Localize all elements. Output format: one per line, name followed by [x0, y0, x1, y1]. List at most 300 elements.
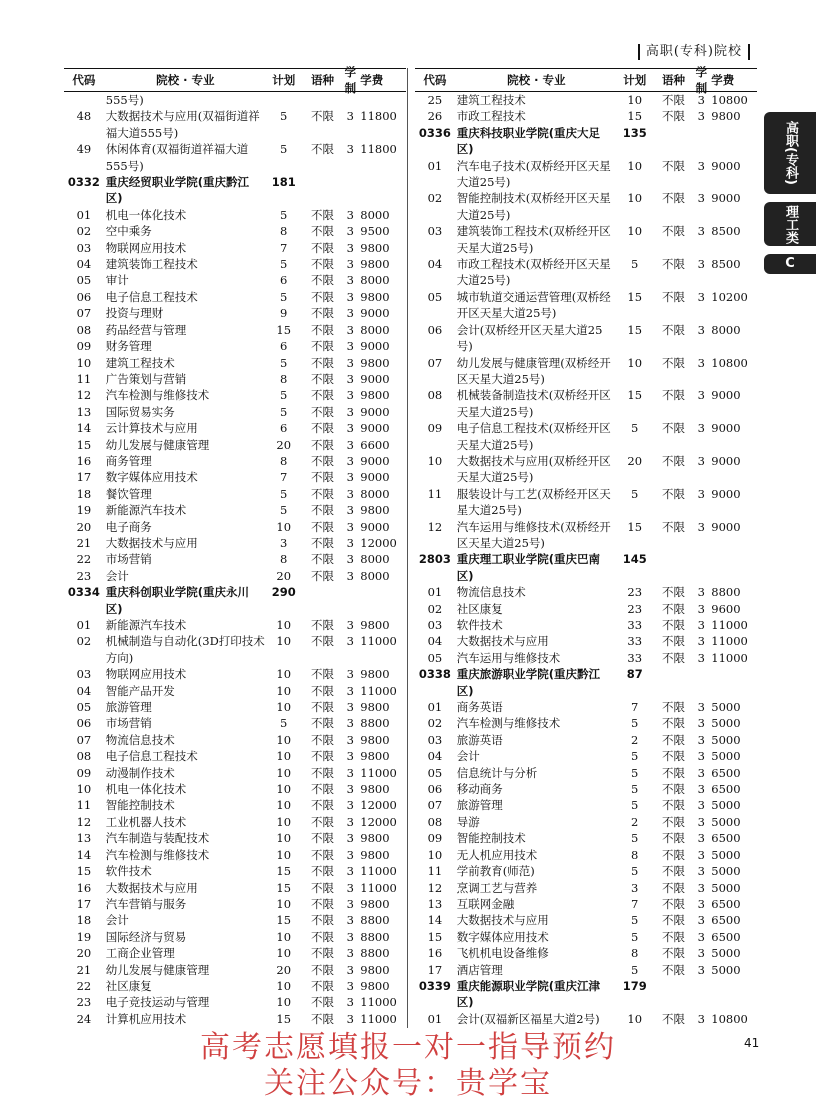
row-name: 会计: [105, 568, 129, 583]
row-name: 机电一体化技术: [105, 782, 187, 797]
row-name: 数字媒体应用技术: [456, 929, 549, 944]
row-name: 会计: [456, 749, 480, 764]
table-row: [415, 781, 757, 797]
row-code: 11: [76, 371, 92, 386]
watermark-line1: 高考志愿填报一对一指导预约: [200, 1030, 616, 1065]
row-code: 10: [427, 453, 443, 468]
table-row: [64, 732, 406, 748]
tab-science-engineering: 理工类: [764, 202, 816, 246]
row-plan: 15: [276, 1011, 292, 1026]
row-code: 14: [427, 913, 443, 928]
table-row: [64, 420, 406, 436]
row-fee: 9800: [711, 109, 741, 124]
row-lang: [654, 551, 694, 584]
row-years: 3: [697, 831, 705, 846]
row-name: 软件技术: [456, 618, 503, 632]
table-row: [415, 108, 757, 124]
row-fee: 10800: [711, 355, 748, 370]
row-plan: 10: [627, 224, 643, 239]
row-fee: 9500: [360, 224, 390, 239]
row-years: 3: [697, 896, 705, 911]
row-code: 12: [427, 519, 443, 534]
row-fee: 9800: [360, 700, 390, 715]
table-row: [415, 92, 757, 108]
table-row: [64, 486, 406, 502]
row-code: 10: [76, 355, 92, 370]
table-row: [64, 469, 406, 485]
row-lang: 不限: [310, 207, 334, 222]
row-lang: 不限: [310, 388, 334, 403]
row-lang: 不限: [310, 929, 334, 944]
table-row: [64, 962, 406, 978]
row-years: 3: [697, 732, 705, 747]
row-name: 机电一体化技术: [105, 207, 187, 222]
row-fee: 5000: [711, 716, 741, 731]
table-row: [64, 617, 406, 633]
row-code: 10: [76, 782, 92, 797]
row-name: 旅游英语: [456, 732, 503, 747]
row-name: 空中乘务: [105, 224, 152, 239]
row-code: 12: [76, 388, 92, 403]
row-code: 04: [427, 749, 443, 764]
row-lang: 不限: [661, 782, 685, 797]
header-years: 学制: [695, 65, 708, 95]
row-plan: 5: [280, 289, 288, 304]
row-fee: 9000: [711, 453, 741, 468]
row-plan: 10: [627, 355, 643, 370]
table-row: [415, 880, 757, 896]
row-name: 大数据技术与应用: [105, 880, 198, 895]
row-name: 工业机器人技术: [105, 814, 187, 829]
row-years: 3: [346, 240, 354, 255]
row-plan: 290: [271, 585, 296, 600]
row-name: 电子信息工程技术(双桥经开区天星大道25号): [456, 421, 611, 452]
row-code: 04: [427, 257, 443, 272]
row-fee: 11000: [711, 634, 748, 649]
running-header: [632, 40, 756, 60]
row-code: 13: [427, 896, 443, 911]
row-code: 02: [76, 224, 92, 239]
row-code: 21: [76, 535, 92, 550]
row-fee: 5000: [711, 749, 741, 764]
table-row: [64, 699, 406, 715]
row-name: 机械装备制造技术(双桥经开区天星大道25号): [456, 388, 611, 419]
row-lang: 不限: [661, 453, 685, 468]
row-lang: 不限: [310, 1011, 334, 1026]
row-lang: 不限: [310, 503, 334, 518]
row-plan: 10: [276, 831, 292, 846]
row-fee: 8000: [360, 207, 390, 222]
row-fee: 8000: [360, 552, 390, 567]
row-plan: 5: [631, 929, 639, 944]
row-name: 市政工程技术(双桥经开区天星大道25号): [456, 257, 611, 288]
header-fee: 学费: [711, 73, 735, 87]
table-row: [64, 453, 406, 469]
row-code: 02: [427, 191, 443, 206]
row-name: 旅游管理: [456, 798, 503, 813]
table-row: [415, 962, 757, 978]
row-code: 04: [76, 257, 92, 272]
row-plan: 10: [276, 995, 292, 1010]
row-code: 15: [427, 929, 443, 944]
row-name: 物流信息技术: [456, 585, 526, 600]
table-row: [64, 797, 406, 813]
row-years: 3: [697, 782, 705, 797]
table-row: [64, 519, 406, 535]
row-years: 3: [697, 109, 705, 124]
row-lang: 不限: [310, 437, 334, 452]
row-years: 3: [346, 306, 354, 321]
row-name: 导游: [456, 814, 480, 829]
row-lang: 不限: [310, 552, 334, 567]
row-years: 3: [697, 355, 705, 370]
table-row: [415, 519, 757, 552]
row-years: 3: [346, 535, 354, 550]
table-row: [64, 666, 406, 682]
row-plan: 5: [631, 716, 639, 731]
row-plan: 10: [276, 634, 292, 649]
row-lang: 不限: [661, 765, 685, 780]
row-fee: 9800: [360, 667, 390, 682]
row-plan: 2: [631, 732, 639, 747]
row-code: 04: [76, 683, 92, 698]
row-fee: 8800: [360, 929, 390, 944]
row-plan: 5: [631, 749, 639, 764]
row-years: 3: [346, 257, 354, 272]
row-lang: 不限: [310, 847, 334, 862]
row-name: 新能源汽车技术: [105, 503, 187, 518]
row-code: 08: [76, 749, 92, 764]
row-years: 3: [697, 618, 705, 632]
row-plan: 5: [280, 142, 288, 157]
row-years: 3: [346, 847, 354, 862]
row-code: 19: [76, 929, 92, 944]
row-fee: 10200: [711, 289, 748, 304]
row-plan: 10: [276, 896, 292, 911]
row-years: [342, 584, 358, 617]
row-years: [342, 92, 358, 108]
row-fee: 5000: [711, 700, 741, 715]
row-fee: 12000: [360, 814, 397, 829]
row-name: 酒店管理: [456, 962, 503, 977]
row-fee: 9800: [360, 503, 390, 518]
table-row: [64, 880, 406, 896]
tab-higher-vocational: 高职(专科): [764, 112, 816, 194]
row-code: 17: [76, 470, 92, 485]
row-fee: 8800: [360, 946, 390, 961]
table-row: [415, 190, 757, 223]
header-lang: 语种: [661, 73, 685, 87]
row-name: 大数据技术与应用: [105, 535, 198, 550]
row-years: 3: [697, 486, 705, 501]
row-code: 0332: [67, 175, 100, 190]
row-lang: [303, 174, 343, 207]
table-row: [64, 929, 406, 945]
row-name: 会计(双福新区福星大道2号): [456, 1011, 600, 1026]
table-row: [415, 486, 757, 519]
row-lang: 不限: [310, 257, 334, 272]
row-plan: 5: [631, 864, 639, 879]
row-plan: 7: [280, 240, 288, 255]
row-name: 会计: [105, 913, 129, 928]
left-column: [64, 65, 406, 1027]
row-lang: 不限: [310, 453, 334, 468]
row-name: 动漫制作技术: [105, 765, 175, 780]
row-fee: 8000: [360, 322, 390, 337]
row-lang: 不限: [661, 913, 685, 928]
table-row: [415, 748, 757, 764]
row-name: 汽车制造与装配技术: [105, 831, 210, 846]
row-plan: 10: [276, 667, 292, 682]
row-code: 20: [76, 519, 92, 534]
row-plan: 5: [631, 486, 639, 501]
row-years: 3: [697, 962, 705, 977]
row-fee: 5000: [711, 880, 741, 895]
row-name: 物联网应用技术: [105, 240, 187, 255]
row-lang: 不限: [661, 421, 685, 436]
row-years: 3: [346, 765, 354, 780]
row-name: 互联网金融: [456, 896, 515, 911]
row-name: 重庆理工职业学院(重庆巴南区): [456, 552, 601, 583]
row-lang: 不限: [661, 896, 685, 911]
row-code: 09: [76, 339, 92, 354]
row-fee: 9000: [711, 486, 741, 501]
row-code: 01: [427, 585, 443, 600]
table-row: [415, 584, 757, 600]
row-plan: 15: [627, 519, 643, 534]
row-lang: [654, 125, 694, 158]
row-fee: 11800: [360, 142, 397, 157]
row-code: 14: [76, 421, 92, 436]
row-plan: 10: [627, 191, 643, 206]
row-years: 3: [346, 519, 354, 534]
row-name: 国际贸易实务: [105, 404, 175, 419]
row-lang: 不限: [661, 191, 685, 206]
row-years: 3: [697, 864, 705, 879]
row-years: 3: [346, 798, 354, 813]
header-lang: 语种: [310, 73, 334, 87]
row-plan: 5: [631, 798, 639, 813]
row-lang: 不限: [661, 322, 685, 337]
row-years: 3: [346, 355, 354, 370]
table-header: [64, 65, 406, 95]
table-row: [64, 240, 406, 256]
row-code: 22: [76, 552, 92, 567]
row-plan: 10: [276, 978, 292, 993]
row-fee: 9000: [711, 388, 741, 403]
row-plan: 33: [627, 618, 643, 632]
row-code: 01: [76, 207, 92, 222]
row-fee: 9800: [360, 388, 390, 403]
row-years: 3: [697, 814, 705, 829]
row-name: 服装设计与工艺(双桥经开区天星大道25号): [456, 486, 611, 518]
table-row: [64, 338, 406, 354]
college-row: [415, 978, 757, 1011]
row-fee: 6500: [711, 765, 741, 780]
row-plan: 10: [627, 1011, 643, 1026]
row-years: 3: [346, 700, 354, 715]
row-plan: 7: [280, 470, 288, 485]
row-code: 12: [76, 814, 92, 829]
row-name: 物流信息技术: [105, 732, 175, 747]
row-code: 25: [427, 93, 443, 107]
row-name: 建筑工程技术: [105, 355, 175, 370]
row-plan: 33: [627, 650, 643, 665]
row-fee: 9800: [360, 732, 390, 747]
row-years: 3: [346, 995, 354, 1010]
row-plan: 5: [631, 421, 639, 436]
row-years: 3: [346, 732, 354, 747]
row-name: 大数据技术与应用: [456, 913, 549, 928]
row-name: 机械制造与自动化(3D打印技术方向): [105, 634, 265, 665]
row-name: 商务英语: [456, 700, 503, 715]
row-years: 3: [346, 224, 354, 239]
row-name: 物联网应用技术: [105, 667, 187, 682]
row-plan: 5: [631, 782, 639, 797]
row-lang: [303, 92, 343, 108]
row-plan: 5: [280, 207, 288, 222]
row-fee: 11000: [360, 880, 397, 895]
row-lang: 不限: [661, 880, 685, 895]
row-plan: 10: [627, 158, 643, 173]
row-years: 3: [346, 568, 354, 583]
table-row: [415, 387, 757, 420]
row-code: 01: [427, 1011, 443, 1026]
row-fee: 8800: [711, 585, 741, 600]
row-plan: 179: [622, 978, 647, 993]
row-plan: 8: [280, 453, 288, 468]
row-fee: 12000: [360, 535, 397, 550]
row-lang: 不限: [310, 568, 334, 583]
row-code: 13: [76, 404, 92, 419]
row-code: 09: [76, 765, 92, 780]
row-fee: 9600: [711, 601, 741, 616]
row-lang: 不限: [310, 978, 334, 993]
college-row: [415, 666, 757, 699]
table-row: [415, 945, 757, 961]
row-lang: 不限: [661, 716, 685, 731]
row-plan: 10: [276, 700, 292, 715]
row-years: 3: [346, 946, 354, 961]
row-fee: [358, 92, 406, 108]
row-years: [342, 174, 358, 207]
row-years: 3: [346, 913, 354, 928]
row-years: 3: [346, 814, 354, 829]
table-row: [64, 535, 406, 551]
row-name: 社区康复: [105, 978, 152, 993]
table-row: [415, 797, 757, 813]
row-name: 药品经营与管理: [105, 322, 187, 337]
row-name: 国际经济与贸易: [105, 929, 187, 944]
table-header: [415, 65, 757, 95]
table-row: [415, 322, 757, 355]
table-row: [64, 551, 406, 567]
row-name: 工商企业管理: [105, 946, 175, 961]
row-name: 审计: [105, 273, 129, 288]
row-plan: 5: [280, 388, 288, 403]
row-fee: 9800: [360, 782, 390, 797]
row-lang: 不限: [310, 880, 334, 895]
row-lang: 不限: [310, 995, 334, 1010]
row-code: 03: [427, 618, 443, 632]
row-lang: 不限: [661, 618, 685, 632]
row-name: 汽车检测与维修技术: [105, 388, 210, 403]
table-row: [64, 223, 406, 239]
row-lang: 不限: [661, 650, 685, 665]
row-lang: 不限: [310, 486, 334, 501]
row-name: 休闲体育(双福街道祥福大道555号): [105, 142, 249, 173]
table-row: [415, 912, 757, 928]
table-row: [415, 617, 757, 633]
row-code: 0334: [67, 585, 100, 600]
row-plan: 181: [271, 175, 296, 190]
row-lang: 不限: [310, 962, 334, 977]
row-years: 3: [346, 470, 354, 485]
row-fee: 5000: [711, 814, 741, 829]
row-plan: 10: [276, 946, 292, 961]
row-lang: 不限: [310, 273, 334, 288]
row-years: 3: [346, 289, 354, 304]
row-plan: 87: [626, 667, 643, 682]
row-fee: 10800: [711, 93, 748, 107]
row-lang: 不限: [310, 142, 334, 157]
row-lang: 不限: [661, 946, 685, 961]
row-name: 汽车电子技术(双桥经开区天星大道25号): [456, 158, 611, 190]
row-code: 03: [427, 224, 443, 239]
table-row: [64, 814, 406, 830]
row-code: 01: [427, 700, 443, 715]
row-fee: 11800: [360, 109, 397, 124]
row-code: 11: [76, 798, 92, 813]
row-lang: 不限: [661, 831, 685, 846]
row-fee: 8000: [360, 486, 390, 501]
row-plan: 20: [276, 962, 292, 977]
row-lang: 不限: [661, 864, 685, 879]
row-years: 3: [346, 109, 354, 124]
row-lang: 不限: [661, 93, 685, 107]
row-name: 软件技术: [105, 864, 152, 879]
row-code: 14: [76, 847, 92, 862]
row-code: 06: [427, 782, 443, 797]
row-fee: 9800: [360, 618, 390, 632]
row-code: 05: [427, 650, 443, 665]
table-row: [64, 207, 406, 223]
row-years: 3: [346, 831, 354, 846]
row-code: 18: [76, 486, 92, 501]
row-fee: 11000: [360, 765, 397, 780]
row-years: 3: [346, 273, 354, 288]
row-lang: 不限: [310, 782, 334, 797]
row-plan: 5: [631, 962, 639, 977]
table-row: [64, 912, 406, 928]
row-name: 智能控制技术: [456, 831, 526, 846]
row-lang: 不限: [310, 732, 334, 747]
row-years: 3: [697, 93, 705, 107]
row-plan: 3: [631, 880, 639, 895]
row-years: 3: [697, 158, 705, 173]
row-years: 3: [346, 388, 354, 403]
row-fee: 11000: [711, 650, 748, 665]
row-code: 05: [427, 289, 443, 304]
row-years: 3: [697, 946, 705, 961]
row-years: 3: [346, 339, 354, 354]
row-lang: 不限: [310, 371, 334, 386]
row-lang: [654, 666, 694, 699]
row-fee: 9000: [711, 158, 741, 173]
row-years: 3: [346, 404, 354, 419]
row-fee: 5000: [711, 962, 741, 977]
row-lang: 不限: [310, 355, 334, 370]
